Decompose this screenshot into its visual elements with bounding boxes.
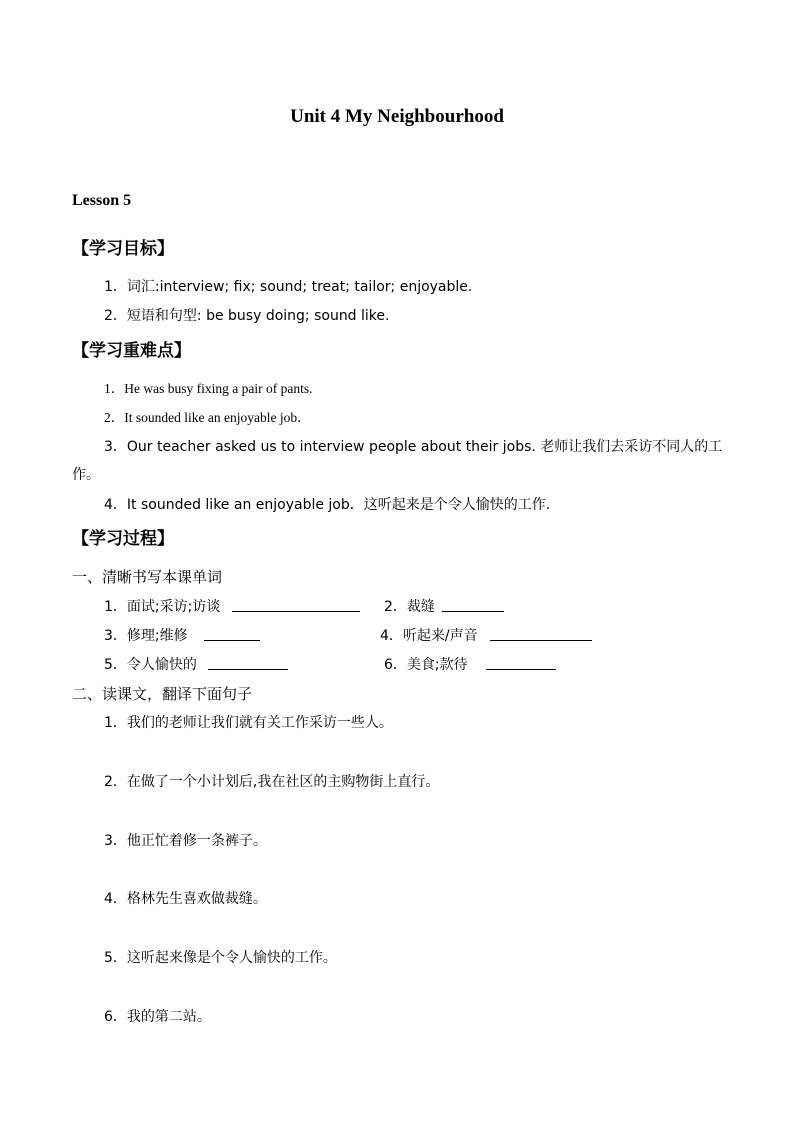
objectives-heading: 【学习目标】 <box>72 239 174 259</box>
answer-blank[interactable] <box>208 669 288 670</box>
sentence-item: 5．这听起来像是个令人愉快的工作。 <box>104 950 337 966</box>
word-item: 4．听起来/声音 <box>380 628 478 644</box>
sentence-item: 3．他正忙着修一条裤子。 <box>104 833 267 849</box>
objective-item: 2．短语和句型: be busy doing; sound like. <box>104 308 390 324</box>
lesson-label: Lesson 5 <box>72 192 132 209</box>
key-point-item-continuation: 作。 <box>72 467 100 483</box>
key-point-item: 3．Our teacher asked us to interview people about their jobs. 老师让我们去采访不同人的工 <box>104 439 723 455</box>
answer-blank[interactable] <box>486 669 556 670</box>
word-item: 6．美食;款待 <box>384 657 468 673</box>
part2-title: 二、读课文，翻译下面句子 <box>72 685 253 703</box>
word-item: 2．裁缝 <box>384 599 435 615</box>
key-point-item: 4．It sounded like an enjoyable job．这听起来是个令人愉快的工作. <box>104 497 551 513</box>
word-item: 3．修理;维修 <box>104 628 188 644</box>
sentence-item: 2．在做了一个小计划后,我在社区的主购物街上直行。 <box>104 774 440 790</box>
answer-blank[interactable] <box>232 611 360 612</box>
key-points-heading: 【学习重难点】 <box>72 341 191 361</box>
word-item: 5．令人愉快的 <box>104 657 197 673</box>
part1-title: 一、清晰书写本课单词 <box>72 568 223 586</box>
sentence-item: 4．格林先生喜欢做裁缝。 <box>104 891 267 907</box>
answer-blank[interactable] <box>442 611 504 612</box>
answer-blank[interactable] <box>204 640 260 641</box>
key-point-item: 1．He was busy fixing a pair of pants. <box>104 381 313 396</box>
answer-blank[interactable] <box>490 640 592 641</box>
word-item: 1．面试;采访;访谈 <box>104 599 221 615</box>
key-point-item: 2．It sounded like an enjoyable job． <box>104 410 311 425</box>
sentence-item: 6．我的第二站。 <box>104 1009 211 1025</box>
process-heading: 【学习过程】 <box>72 529 174 549</box>
sentence-item: 1．我们的老师让我们就有关工作采访一些人。 <box>104 715 393 731</box>
objective-item: 1．词汇:interview; fix; sound; treat; tailor; enjoyable. <box>104 279 473 295</box>
page-title: Unit 4 My Neighbourhood <box>290 106 504 127</box>
